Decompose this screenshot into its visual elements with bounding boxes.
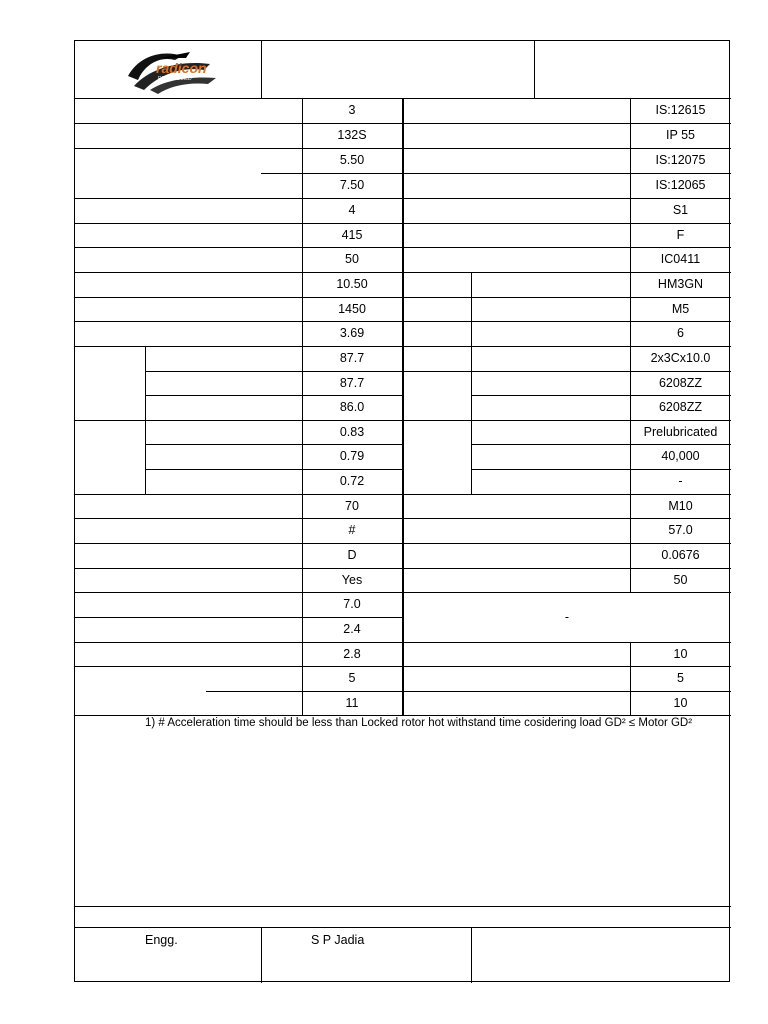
left-value-cell: 87.7 (339, 351, 365, 366)
left-value-cell: 5 (348, 671, 356, 686)
grid-line (75, 906, 731, 907)
grid-line (261, 927, 262, 983)
grid-line (145, 444, 403, 445)
grid-line (145, 469, 403, 470)
grid-line (75, 927, 731, 928)
grid-line (145, 395, 403, 396)
datasheet (74, 40, 730, 982)
left-value-cell: 4 (348, 203, 356, 218)
grid-line (206, 691, 731, 692)
grid-line (261, 41, 262, 98)
right-value-cell: 40,000 (661, 449, 700, 464)
grid-line (471, 444, 731, 445)
left-value-cell: 0.79 (339, 449, 365, 464)
footnote: 1) # Acceleration time should be less than Locked rotor hot withstand time cosidering load GD² ≤ Motor GD² (145, 717, 693, 729)
left-value-cell: 1450 (338, 301, 366, 316)
right-value-cell: IS:12075 (655, 153, 706, 168)
right-value-cell: 10 (673, 695, 688, 710)
right-value-cell: 2x3Cx10.0 (650, 351, 711, 366)
left-value-cell: 0.83 (339, 424, 365, 439)
right-value-cell: M10 (668, 498, 693, 513)
left-value-cell: 415 (341, 227, 363, 242)
right-value-cell: 50 (673, 572, 688, 587)
right-value-cell: 10 (673, 646, 688, 661)
right-value-cell: 57.0 (668, 523, 693, 538)
grid-line (471, 395, 731, 396)
department-label: Engg. (145, 933, 178, 947)
right-value-cell: Prelubricated (643, 424, 718, 439)
left-value-cell: 132S (337, 128, 367, 143)
right-value-cell: IS:12615 (655, 103, 706, 118)
right-value-cell: IC0411 (660, 252, 701, 267)
left-value-cell: 0.72 (339, 474, 365, 489)
right-value-cell: IP 55 (666, 128, 695, 143)
grid-line (471, 927, 472, 983)
grid-line (630, 98, 631, 592)
grid-line (471, 469, 731, 470)
left-value-cell: 7.0 (343, 597, 361, 612)
left-value-cell: 3 (348, 103, 356, 118)
grid-line (471, 272, 472, 494)
grid-line (534, 41, 535, 98)
right-value-cell: S1 (672, 203, 689, 218)
right-value-cell: 6 (677, 326, 684, 341)
grid-line (75, 715, 731, 716)
grid-line (75, 617, 403, 618)
left-value-cell: 50 (345, 252, 359, 267)
left-value-cell: 87.7 (339, 375, 365, 390)
right-value-cell: 6208ZZ (658, 375, 703, 390)
right-value-cell: 5 (677, 671, 684, 686)
right-value-cell: IS:12065 (655, 178, 706, 193)
right-value-cell: M5 (671, 301, 690, 316)
right-value-cell: F (676, 227, 685, 242)
svg-text:radicon: radicon (156, 60, 207, 76)
engineer-name: S P Jadia (311, 933, 365, 947)
right-value-cell: 6208ZZ (658, 400, 703, 415)
grid-line (261, 173, 403, 174)
left-value-cell: 2.8 (343, 646, 361, 661)
grid-line (403, 173, 731, 174)
left-value-cell: 5.50 (339, 153, 365, 168)
left-value-cell: 70 (345, 498, 359, 513)
left-value-cell: 10.50 (336, 277, 368, 292)
left-value-cell: Yes (341, 572, 363, 587)
svg-text:POWERBUILD: POWERBUILD (158, 76, 192, 82)
merged-value-cell: - (564, 609, 570, 624)
left-value-cell: D (347, 548, 357, 563)
company-logo (120, 46, 220, 96)
left-value-cell: 7.50 (339, 178, 365, 193)
left-value-cell: 2.4 (343, 622, 361, 637)
right-value-cell: HM3GN (657, 277, 704, 292)
left-value-cell: # (348, 523, 356, 538)
left-value-cell: 11 (345, 695, 359, 710)
grid-line (145, 371, 731, 372)
grid-line (145, 346, 146, 494)
left-value-cell: 86.0 (339, 400, 365, 415)
right-value-cell: 0.0676 (661, 548, 700, 563)
right-value-cell: - (678, 474, 683, 489)
left-value-cell: 3.69 (339, 326, 365, 341)
